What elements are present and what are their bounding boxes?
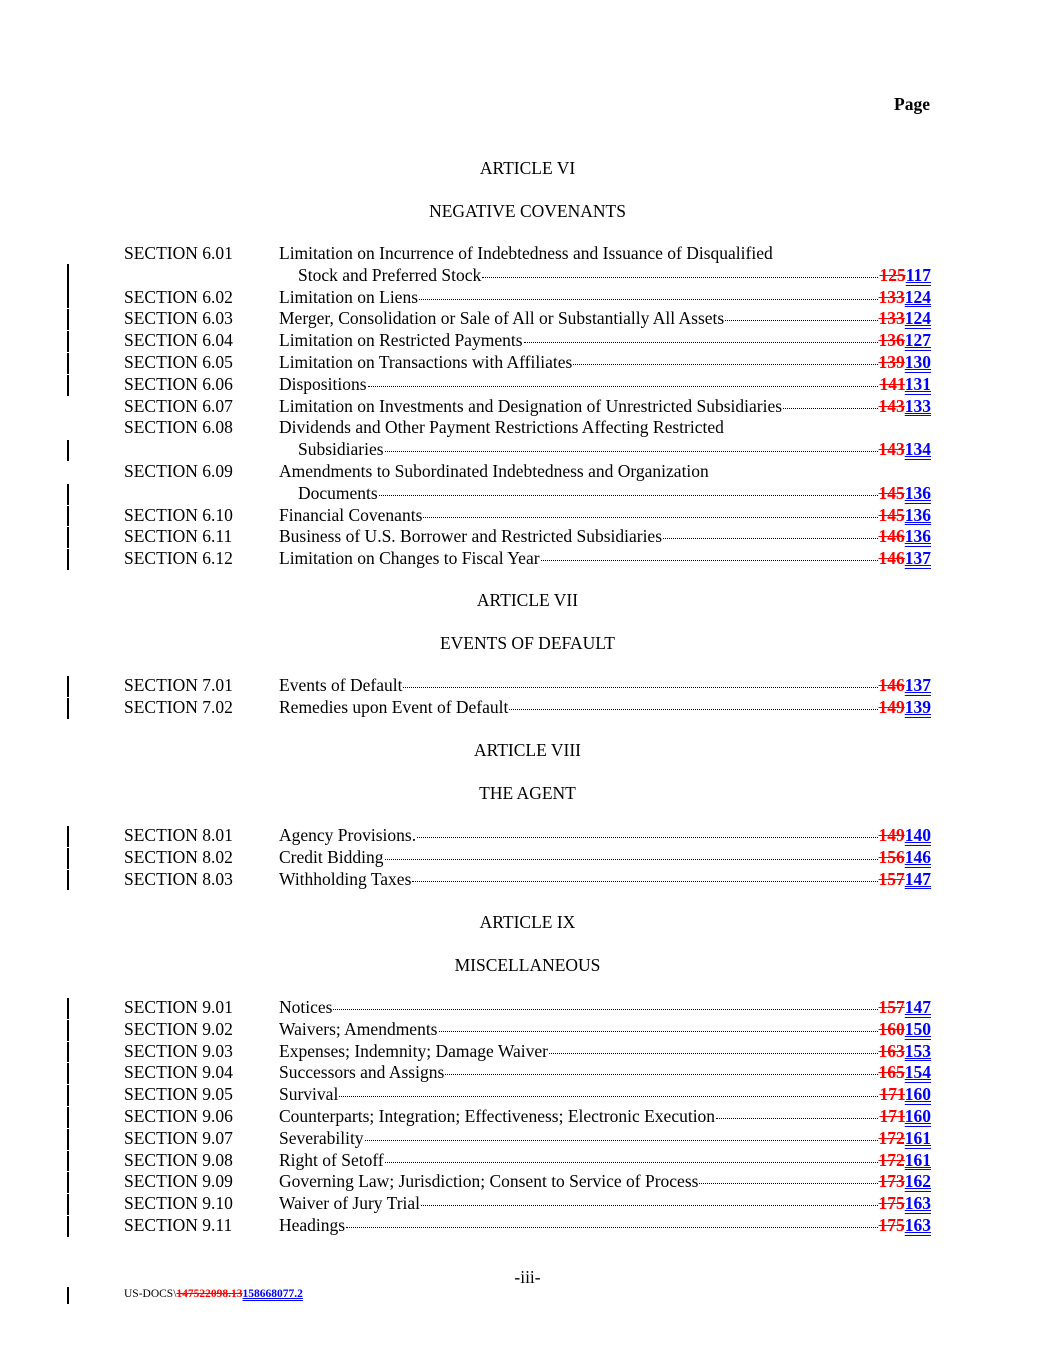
section-number: SECTION 8.01: [124, 825, 233, 845]
page-ref: [879, 526, 932, 548]
section-title: Survival: [279, 1084, 339, 1105]
section-number: SECTION 6.03: [124, 308, 233, 329]
section-number: SECTION 9.09: [124, 1171, 233, 1192]
section-number: SECTION 9.04: [124, 1062, 233, 1083]
page-ref-inserted[interactable]: 124: [904, 308, 931, 329]
toc-entry[interactable]: [124, 396, 931, 418]
section-title: Limitation on Transactions with Affiliates: [279, 352, 573, 372]
page-ref-inserted[interactable]: 136: [904, 504, 931, 525]
page-ref-inserted[interactable]: 163: [904, 1215, 931, 1235]
change-bar: [67, 506, 69, 527]
page-ref-inserted[interactable]: 133: [904, 395, 931, 416]
page-ref-inserted[interactable]: 154: [904, 1062, 931, 1083]
page-ref-inserted[interactable]: 153: [904, 1040, 931, 1061]
page-ref: [879, 869, 932, 891]
page-ref: [879, 330, 932, 352]
dot-leader: [419, 299, 877, 300]
section-title: Documents: [298, 482, 378, 503]
page-ref: [879, 825, 932, 847]
page-ref-deleted: 175: [878, 1193, 905, 1214]
toc-entry[interactable]: [124, 526, 931, 548]
section-title: Limitation on Liens: [279, 286, 419, 307]
toc-entry[interactable]: [124, 417, 931, 461]
page-ref: [879, 265, 931, 287]
page-ref: [879, 1084, 931, 1106]
page-ref: [879, 505, 932, 527]
change-bar: [67, 1042, 69, 1063]
page-ref-deleted: 173: [878, 1171, 905, 1192]
section-number: SECTION 9.10: [124, 1193, 233, 1214]
page-ref: [879, 1171, 932, 1193]
toc-entry[interactable]: [124, 825, 931, 847]
page-ref-inserted[interactable]: 137: [904, 548, 931, 569]
section-title: Withholding Taxes: [279, 868, 412, 889]
section-title: Right of Setoff: [279, 1149, 384, 1170]
page-ref-deleted: 165: [878, 1062, 905, 1083]
change-bar: [67, 1287, 69, 1304]
page-ref-deleted: 146: [878, 526, 905, 547]
page-ref-deleted: 172: [878, 1149, 905, 1170]
section-number: SECTION 8.02: [124, 846, 233, 867]
change-bar: [67, 1063, 69, 1084]
page-ref-inserted[interactable]: 139: [904, 696, 931, 717]
toc-entry[interactable]: [124, 243, 931, 287]
article-title: THE AGENT: [479, 783, 576, 803]
section-number: SECTION 6.12: [124, 548, 233, 569]
change-bar: [67, 527, 69, 548]
toc-entry[interactable]: [124, 330, 931, 352]
section-number: SECTION 6.11: [124, 526, 233, 547]
section-number: SECTION 9.08: [124, 1149, 233, 1170]
page-ref: [879, 1193, 932, 1215]
toc-entry[interactable]: [124, 461, 931, 505]
section-number: SECTION 6.05: [124, 352, 233, 372]
page-ref-deleted: 171: [879, 1084, 905, 1105]
page-ref: [879, 1150, 932, 1172]
toc-entry[interactable]: [124, 847, 931, 869]
section-number: SECTION 6.08: [124, 417, 233, 438]
page-ref-inserted[interactable]: 146: [904, 846, 931, 867]
section-number: SECTION 9.07: [124, 1127, 233, 1148]
page-ref-inserted[interactable]: 160: [904, 1084, 931, 1105]
section-title: Notices: [279, 997, 333, 1017]
dot-leader: [509, 709, 877, 710]
section-number: SECTION 8.03: [124, 868, 233, 889]
page-ref-inserted[interactable]: 161: [904, 1127, 931, 1148]
page-ref-inserted[interactable]: 160: [904, 1106, 931, 1126]
section-title: Merger, Consolidation or Sale of All or Substantially All Assets: [279, 308, 725, 329]
dot-leader: [716, 1118, 878, 1119]
change-bar: [67, 331, 69, 352]
toc-entry[interactable]: [124, 997, 931, 1019]
dot-leader: [365, 1140, 878, 1141]
section-number: SECTION 9.01: [124, 997, 233, 1017]
page-ref-inserted[interactable]: 137: [904, 675, 931, 695]
section-number: SECTION 9.05: [124, 1084, 233, 1105]
section-number: SECTION 6.01: [124, 243, 233, 263]
toc-entry[interactable]: [124, 1193, 931, 1215]
page-ref: [879, 396, 932, 418]
dot-leader: [333, 1009, 877, 1010]
toc-entry[interactable]: [124, 869, 931, 891]
change-bar: [67, 1216, 69, 1237]
page-ref-inserted[interactable]: 127: [904, 330, 931, 351]
page-ref-inserted[interactable]: 140: [904, 825, 931, 845]
page-ref: [879, 1019, 932, 1041]
section-title: Credit Bidding: [279, 846, 384, 867]
dot-leader: [699, 1183, 877, 1184]
section-title: Waivers; Amendments: [279, 1018, 438, 1039]
page-ref-deleted: 143: [878, 439, 905, 460]
doc-id-prefix: US-DOCS\: [124, 1288, 177, 1300]
document-id: [124, 1288, 303, 1300]
dot-leader: [385, 1162, 878, 1163]
section-number: SECTION 6.02: [124, 286, 233, 307]
page-ref: [879, 1041, 932, 1063]
dot-leader: [482, 277, 878, 278]
section-number: SECTION 6.04: [124, 330, 233, 351]
dot-leader: [783, 408, 877, 409]
section-title: Limitation on Changes to Fiscal Year: [279, 548, 540, 569]
dot-leader: [379, 495, 878, 496]
section-title: Headings: [279, 1215, 346, 1235]
page-ref: [879, 847, 932, 869]
article-heading: ARTICLE VI: [479, 158, 576, 178]
article-heading: ARTICLE VII: [476, 590, 579, 610]
change-bar: [67, 848, 69, 869]
toc-entry[interactable]: [124, 1041, 931, 1063]
change-bar: [67, 998, 69, 1019]
page-ref-inserted[interactable]: 136: [904, 526, 931, 547]
page-ref-deleted: 136: [878, 330, 905, 351]
change-bar: [67, 826, 69, 847]
page-ref: [879, 439, 932, 461]
page-ref-deleted: 141: [879, 373, 905, 394]
page-ref-inserted[interactable]: 131: [904, 373, 931, 394]
section-title: Stock and Preferred Stock: [298, 264, 482, 285]
section-title: Successors and Assigns: [279, 1062, 445, 1083]
section-title: Limitation on Investments and Designation of Unrestricted Subsidiaries: [279, 395, 783, 416]
change-bar: [67, 698, 69, 719]
page-ref: [879, 1106, 931, 1128]
page-ref-deleted: 146: [878, 548, 905, 569]
change-bar: [67, 1107, 69, 1128]
page-ref: [879, 548, 932, 570]
toc-entry[interactable]: [124, 1084, 931, 1106]
toc-entry[interactable]: [124, 374, 931, 396]
page-ref-inserted[interactable]: 161: [904, 1149, 931, 1170]
page-ref: [879, 1215, 932, 1237]
section-title: Counterparts; Integration; Effectiveness; Electronic Execution: [279, 1106, 716, 1126]
dot-leader: [417, 837, 877, 838]
dot-leader: [346, 1227, 877, 1228]
page-ref-inserted[interactable]: 130: [904, 352, 931, 372]
dot-leader: [445, 1074, 877, 1075]
article-heading: ARTICLE IX: [479, 912, 576, 932]
section-number: SECTION 9.11: [124, 1215, 233, 1235]
change-bar: [67, 440, 69, 461]
section-title: Business of U.S. Borrower and Restricted Subsidiaries: [279, 526, 663, 547]
dot-leader: [541, 560, 878, 561]
page-ref-deleted: 125: [879, 264, 906, 285]
page-ref-inserted[interactable]: 163: [904, 1193, 931, 1214]
change-bar: [67, 549, 69, 570]
page-ref-inserted[interactable]: 134: [904, 439, 931, 460]
page-ref-deleted: 133: [878, 286, 905, 307]
section-title: Financial Covenants: [279, 504, 423, 525]
toc-entry[interactable]: [124, 548, 931, 570]
section-number: SECTION 9.03: [124, 1040, 233, 1061]
page-ref-inserted[interactable]: 147: [904, 997, 931, 1017]
toc-entry[interactable]: [124, 697, 931, 719]
change-bar: [67, 353, 69, 374]
change-bar: [67, 870, 69, 891]
dot-leader: [412, 881, 877, 882]
change-bar: [67, 288, 69, 309]
page-ref: [879, 1128, 932, 1150]
toc-entry[interactable]: [124, 287, 931, 309]
page-ref-deleted: 157: [878, 997, 905, 1017]
page-ref-deleted: 146: [878, 675, 905, 695]
section-number: SECTION 9.02: [124, 1018, 233, 1039]
section-title: Subsidiaries: [298, 439, 384, 460]
section-title: Dividends and Other Payment Restrictions Affecting Restricted: [279, 417, 724, 438]
change-bar: [67, 1194, 69, 1215]
dot-leader: [421, 1205, 877, 1206]
page-ref-deleted: 149: [878, 696, 905, 717]
section-title: Governing Law; Jurisdiction; Consent to Service of Process: [279, 1171, 699, 1192]
dot-leader: [663, 538, 877, 539]
toc-entry[interactable]: [124, 1106, 931, 1128]
page-ref: [879, 675, 932, 697]
dot-leader: [573, 364, 877, 365]
toc-entry[interactable]: [124, 1215, 931, 1237]
dot-leader: [385, 859, 878, 860]
toc-entry[interactable]: [124, 352, 931, 374]
toc-entry[interactable]: [124, 1150, 931, 1172]
dot-leader: [439, 1031, 878, 1032]
toc-entry[interactable]: [124, 1128, 931, 1150]
section-title: Expenses; Indemnity; Damage Waiver: [279, 1040, 548, 1061]
dot-leader: [339, 1096, 878, 1097]
dot-leader: [368, 386, 879, 387]
toc-entry[interactable]: [124, 1171, 931, 1193]
dot-leader: [524, 342, 878, 343]
toc-entry[interactable]: [124, 675, 931, 697]
page-ref-deleted: 133: [878, 308, 905, 329]
change-bar: [67, 484, 69, 505]
page-ref-deleted: 145: [878, 504, 905, 525]
page-ref-deleted: 156: [878, 846, 905, 867]
change-bar: [67, 1085, 69, 1106]
change-bar: [67, 1172, 69, 1193]
change-bar: [67, 309, 69, 330]
doc-id-inserted: 158668077.2: [242, 1288, 303, 1300]
section-number: SECTION 6.10: [124, 504, 233, 525]
page-ref: [879, 287, 932, 309]
page-ref-deleted: 172: [878, 1127, 905, 1148]
doc-id-deleted: 147522098.13: [176, 1288, 243, 1300]
page-ref-inserted[interactable]: 117: [905, 264, 931, 285]
dot-leader: [549, 1053, 878, 1054]
section-number: SECTION 6.07: [124, 395, 233, 416]
article-heading: ARTICLE VIII: [473, 740, 581, 760]
dot-leader: [725, 320, 877, 321]
page-ref-inserted[interactable]: 162: [904, 1171, 931, 1192]
change-bar: [67, 1020, 69, 1041]
section-title: Severability: [279, 1127, 364, 1148]
section-title: Waiver of Jury Trial: [279, 1193, 421, 1214]
page-ref-inserted[interactable]: 136: [904, 482, 931, 503]
page-ref-deleted: 160: [878, 1018, 905, 1039]
change-bar: [67, 676, 69, 697]
article-title: NEGATIVE COVENANTS: [429, 201, 626, 221]
toc-entry[interactable]: [124, 505, 931, 527]
dot-leader: [423, 517, 877, 518]
page-ref-deleted: 175: [878, 1215, 905, 1235]
dot-leader: [385, 451, 878, 452]
section-number: SECTION 6.09: [124, 461, 233, 481]
section-title: Events of Default: [279, 675, 403, 695]
page-ref-deleted: 139: [878, 352, 905, 372]
page-ref-inserted[interactable]: 147: [904, 868, 931, 889]
change-bar: [67, 1129, 69, 1150]
change-bar: [67, 1151, 69, 1172]
page-ref: [879, 352, 932, 374]
page-ref: [879, 483, 932, 505]
section-title: Limitation on Restricted Payments: [279, 330, 523, 351]
toc-entry[interactable]: [124, 1019, 931, 1041]
section-title: Amendments to Subordinated Indebtedness and Organization: [279, 461, 709, 481]
page-ref-deleted: 149: [878, 825, 905, 845]
article-title: EVENTS OF DEFAULT: [439, 633, 615, 653]
dot-leader: [403, 687, 877, 688]
page-ref-deleted: 145: [878, 482, 905, 503]
page-ref: [879, 308, 932, 330]
change-bar: [67, 375, 69, 396]
section-number: SECTION 7.01: [124, 675, 233, 695]
page-ref-deleted: 143: [878, 395, 905, 416]
section-number: SECTION 9.06: [124, 1106, 233, 1126]
article-title: MISCELLANEOUS: [454, 955, 601, 975]
section-title: Agency Provisions.: [279, 825, 417, 845]
page-ref: [879, 997, 932, 1019]
page-ref-inserted[interactable]: 150: [904, 1018, 931, 1039]
toc-entry[interactable]: [124, 308, 931, 330]
page-column-label: Page: [894, 94, 930, 114]
page-ref: [879, 1062, 932, 1084]
toc-entry[interactable]: [124, 1062, 931, 1084]
section-number: SECTION 6.06: [124, 373, 233, 394]
page-ref: [879, 374, 931, 396]
section-title: Remedies upon Event of Default: [279, 696, 509, 717]
section-title: Dispositions: [279, 373, 367, 394]
page-ref-inserted[interactable]: 124: [904, 286, 931, 307]
page-ref: [879, 697, 932, 719]
page-number: -iii-: [514, 1267, 541, 1287]
page-ref-deleted: 157: [878, 868, 905, 889]
section-title: Limitation on Incurrence of Indebtedness and Issuance of Disqualified: [279, 243, 773, 263]
page-ref-deleted: 171: [879, 1106, 905, 1126]
page-ref-deleted: 163: [878, 1040, 905, 1061]
section-number: SECTION 7.02: [124, 696, 233, 717]
